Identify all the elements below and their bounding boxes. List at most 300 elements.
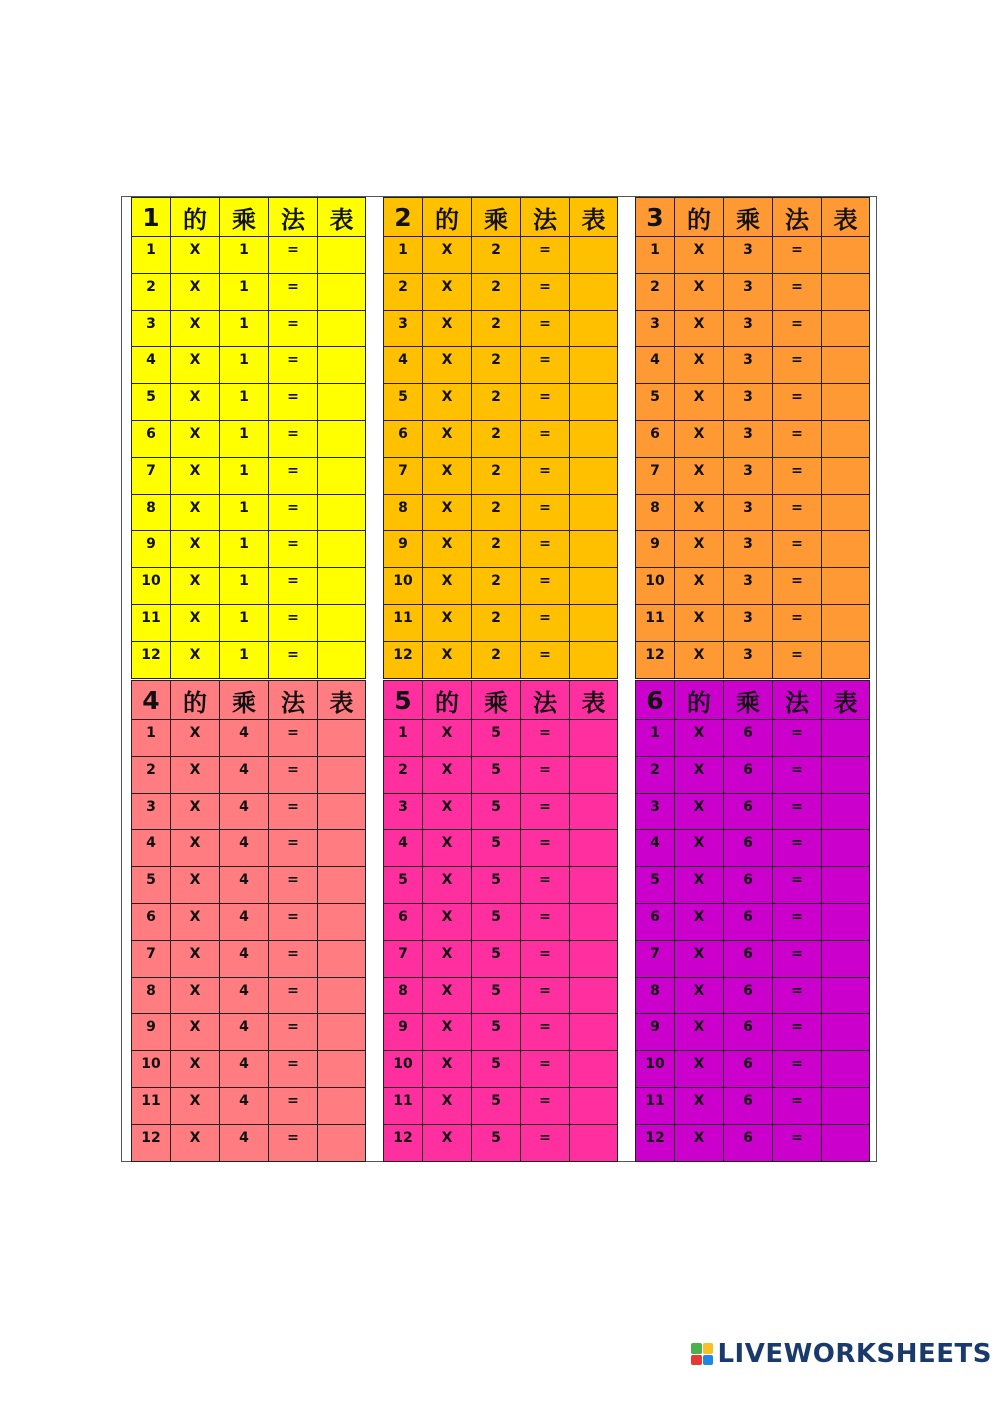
multiplier-cell: 6 — [723, 867, 772, 903]
operator-cell: X — [674, 311, 723, 347]
answer-field[interactable] — [317, 568, 366, 604]
multiplier-cell: 4 — [219, 1014, 268, 1050]
operator-cell: X — [422, 347, 471, 383]
answer-field[interactable] — [821, 830, 870, 866]
answer-field[interactable] — [821, 531, 870, 567]
multiplier-cell: 5 — [471, 794, 520, 830]
equals-cell: = — [520, 757, 569, 793]
multiplier-cell: 3 — [723, 605, 772, 641]
multiplier-cell: 2 — [471, 495, 520, 531]
table-title-char: 表 — [569, 681, 618, 719]
multiplier-cell: 3 — [723, 458, 772, 494]
table-title-char: 乘 — [723, 681, 772, 719]
multiplier-cell: 4 — [219, 867, 268, 903]
table-row — [635, 274, 870, 311]
operator-cell: X — [422, 867, 471, 903]
operator-cell: X — [422, 1125, 471, 1161]
table-title-char: 表 — [821, 198, 870, 236]
table-row — [383, 830, 618, 867]
table-row — [635, 642, 870, 679]
multiplier-cell: 5 — [471, 867, 520, 903]
multiplicand-cell: 4 — [131, 347, 170, 383]
answer-field[interactable] — [569, 941, 618, 977]
equals-cell: = — [268, 941, 317, 977]
answer-field[interactable] — [317, 830, 366, 866]
equals-cell: = — [520, 311, 569, 347]
answer-field[interactable] — [821, 904, 870, 940]
logo-text: LIVEWORKSHEETS — [717, 1339, 992, 1369]
table-row — [131, 720, 366, 757]
answer-field[interactable] — [569, 720, 618, 756]
multiplier-cell: 1 — [219, 421, 268, 457]
answer-field[interactable] — [317, 904, 366, 940]
answer-field[interactable] — [317, 720, 366, 756]
multiplicand-cell: 6 — [383, 421, 422, 457]
table-row — [383, 421, 618, 458]
multiplicand-cell: 11 — [131, 605, 170, 641]
answer-field[interactable] — [821, 642, 870, 678]
multiplier-cell: 6 — [723, 794, 772, 830]
operator-cell: X — [674, 421, 723, 457]
multiplicand-cell: 7 — [635, 941, 674, 977]
multiplicand-cell: 10 — [131, 1051, 170, 1087]
answer-field[interactable] — [821, 384, 870, 420]
operator-cell: X — [422, 568, 471, 604]
answer-field[interactable] — [569, 757, 618, 793]
answer-field[interactable] — [569, 605, 618, 641]
table-title-char: 乘 — [471, 681, 520, 719]
multiplier-cell: 2 — [471, 568, 520, 604]
multiplier-cell: 1 — [219, 384, 268, 420]
answer-field[interactable] — [821, 458, 870, 494]
multiplicand-cell: 1 — [383, 720, 422, 756]
table-row — [383, 568, 618, 605]
equals-cell: = — [772, 867, 821, 903]
operator-cell: X — [170, 1051, 219, 1087]
multiplier-cell: 6 — [723, 941, 772, 977]
table-title-char: 法 — [772, 198, 821, 236]
answer-field[interactable] — [317, 1125, 366, 1161]
multiplicand-cell: 10 — [383, 1051, 422, 1087]
answer-field[interactable] — [317, 531, 366, 567]
logo-mark-square — [691, 1343, 702, 1354]
table-title-char: 的 — [170, 198, 219, 236]
liveworksheets-logo — [691, 1339, 992, 1369]
table-row — [131, 458, 366, 495]
table-row — [635, 978, 870, 1015]
answer-field[interactable] — [317, 1051, 366, 1087]
answer-field[interactable] — [317, 274, 366, 310]
table-row — [635, 495, 870, 532]
multiplier-cell: 2 — [471, 421, 520, 457]
table-row — [383, 347, 618, 384]
table-row — [635, 830, 870, 867]
answer-field[interactable] — [317, 1088, 366, 1124]
equals-cell: = — [520, 794, 569, 830]
answer-field[interactable] — [569, 568, 618, 604]
table-row — [635, 720, 870, 757]
operator-cell: X — [422, 904, 471, 940]
table-row — [131, 347, 366, 384]
equals-cell: = — [772, 311, 821, 347]
answer-field[interactable] — [569, 384, 618, 420]
multiplier-cell: 3 — [723, 237, 772, 273]
table-title-row — [131, 197, 366, 237]
times-table-2 — [383, 197, 618, 679]
multiplicand-cell: 5 — [131, 384, 170, 420]
multiplicand-cell: 10 — [635, 1051, 674, 1087]
equals-cell: = — [268, 1125, 317, 1161]
times-table-6 — [635, 680, 870, 1162]
answer-field[interactable] — [821, 1051, 870, 1087]
answer-field[interactable] — [821, 978, 870, 1014]
multiplier-cell: 1 — [219, 347, 268, 383]
table-row — [131, 1014, 366, 1051]
equals-cell: = — [772, 458, 821, 494]
equals-cell: = — [520, 531, 569, 567]
multiplicand-cell: 7 — [383, 941, 422, 977]
table-row — [635, 1014, 870, 1051]
table-title-char: 表 — [317, 198, 366, 236]
multiplier-cell: 2 — [471, 237, 520, 273]
multiplier-cell: 4 — [219, 1125, 268, 1161]
multiplicand-cell: 5 — [131, 867, 170, 903]
operator-cell: X — [170, 941, 219, 977]
table-title-char: 表 — [569, 198, 618, 236]
multiplier-cell: 6 — [723, 1125, 772, 1161]
multiplicand-cell: 9 — [383, 1014, 422, 1050]
operator-cell: X — [170, 720, 219, 756]
operator-cell: X — [170, 1088, 219, 1124]
operator-cell: X — [170, 605, 219, 641]
table-row — [635, 237, 870, 274]
multiplier-cell: 3 — [723, 495, 772, 531]
equals-cell: = — [268, 720, 317, 756]
multiplicand-cell: 5 — [383, 867, 422, 903]
multiplicand-cell: 2 — [131, 274, 170, 310]
answer-field[interactable] — [569, 421, 618, 457]
multiplicand-cell: 6 — [635, 421, 674, 457]
multiplicand-cell: 1 — [131, 237, 170, 273]
operator-cell: X — [422, 605, 471, 641]
multiplicand-cell: 1 — [383, 237, 422, 273]
multiplicand-cell: 11 — [635, 605, 674, 641]
multiplier-cell: 6 — [723, 1088, 772, 1124]
operator-cell: X — [674, 1125, 723, 1161]
times-table-5 — [383, 680, 618, 1162]
table-row — [131, 978, 366, 1015]
table-row — [131, 642, 366, 679]
answer-field[interactable] — [821, 311, 870, 347]
equals-cell: = — [772, 237, 821, 273]
multiplier-cell: 6 — [723, 904, 772, 940]
operator-cell: X — [422, 978, 471, 1014]
operator-cell: X — [422, 1014, 471, 1050]
multiplicand-cell: 10 — [131, 568, 170, 604]
multiplier-cell: 1 — [219, 237, 268, 273]
operator-cell: X — [422, 642, 471, 678]
operator-cell: X — [170, 495, 219, 531]
equals-cell: = — [520, 384, 569, 420]
answer-field[interactable] — [569, 495, 618, 531]
equals-cell: = — [268, 605, 317, 641]
equals-cell: = — [772, 384, 821, 420]
operator-cell: X — [422, 757, 471, 793]
multiplicand-cell: 6 — [131, 421, 170, 457]
answer-field[interactable] — [821, 347, 870, 383]
equals-cell: = — [772, 274, 821, 310]
answer-field[interactable] — [569, 867, 618, 903]
answer-field[interactable] — [821, 237, 870, 273]
table-row — [131, 384, 366, 421]
operator-cell: X — [170, 1014, 219, 1050]
answer-field[interactable] — [821, 1088, 870, 1124]
answer-field[interactable] — [569, 642, 618, 678]
multiplicand-cell: 3 — [635, 794, 674, 830]
table-row — [635, 311, 870, 348]
multiplicand-cell: 9 — [131, 531, 170, 567]
multiplicand-cell: 3 — [635, 311, 674, 347]
answer-field[interactable] — [569, 531, 618, 567]
table-title-row — [383, 680, 618, 720]
multiplicand-cell: 12 — [131, 642, 170, 678]
multiplier-cell: 5 — [471, 757, 520, 793]
multiplier-cell: 3 — [723, 384, 772, 420]
operator-cell: X — [674, 458, 723, 494]
equals-cell: = — [520, 495, 569, 531]
operator-cell: X — [422, 311, 471, 347]
multiplier-cell: 1 — [219, 605, 268, 641]
multiplier-cell: 5 — [471, 941, 520, 977]
multiplier-cell: 6 — [723, 720, 772, 756]
answer-field[interactable] — [821, 421, 870, 457]
answer-field[interactable] — [821, 720, 870, 756]
table-title-number: 4 — [131, 681, 170, 719]
answer-field[interactable] — [821, 568, 870, 604]
multiplicand-cell: 10 — [383, 568, 422, 604]
multiplicand-cell: 12 — [383, 642, 422, 678]
multiplier-cell: 2 — [471, 311, 520, 347]
multiplier-cell: 5 — [471, 1088, 520, 1124]
table-row — [131, 311, 366, 348]
operator-cell: X — [422, 1088, 471, 1124]
answer-field[interactable] — [569, 347, 618, 383]
multiplicand-cell: 4 — [635, 830, 674, 866]
operator-cell: X — [170, 794, 219, 830]
answer-field[interactable] — [569, 274, 618, 310]
answer-field[interactable] — [821, 757, 870, 793]
equals-cell: = — [772, 941, 821, 977]
operator-cell: X — [422, 384, 471, 420]
multiplicand-cell: 12 — [383, 1125, 422, 1161]
multiplicand-cell: 6 — [635, 904, 674, 940]
multiplicand-cell: 1 — [635, 237, 674, 273]
times-table-1 — [131, 197, 366, 679]
logo-mark-square — [703, 1355, 714, 1366]
operator-cell: X — [674, 531, 723, 567]
table-row — [635, 384, 870, 421]
multiplier-cell: 1 — [219, 458, 268, 494]
multiplier-cell: 5 — [471, 978, 520, 1014]
multiplicand-cell: 9 — [131, 1014, 170, 1050]
answer-field[interactable] — [821, 867, 870, 903]
multiplier-cell: 6 — [723, 978, 772, 1014]
answer-field[interactable] — [569, 1088, 618, 1124]
answer-field[interactable] — [317, 347, 366, 383]
equals-cell: = — [520, 642, 569, 678]
table-row — [131, 421, 366, 458]
answer-field[interactable] — [569, 1125, 618, 1161]
answer-field[interactable] — [317, 978, 366, 1014]
answer-field[interactable] — [569, 1014, 618, 1050]
answer-field[interactable] — [317, 1014, 366, 1050]
equals-cell: = — [268, 274, 317, 310]
table-row — [131, 867, 366, 904]
answer-field[interactable] — [569, 458, 618, 494]
operator-cell: X — [170, 1125, 219, 1161]
table-row — [131, 830, 366, 867]
answer-field[interactable] — [317, 495, 366, 531]
answer-field[interactable] — [821, 941, 870, 977]
table-row — [131, 794, 366, 831]
equals-cell: = — [520, 1125, 569, 1161]
equals-cell: = — [268, 237, 317, 273]
answer-field[interactable] — [569, 794, 618, 830]
equals-cell: = — [520, 274, 569, 310]
table-row — [131, 605, 366, 642]
answer-field[interactable] — [317, 311, 366, 347]
multiplicand-cell: 1 — [131, 720, 170, 756]
answer-field[interactable] — [317, 421, 366, 457]
multiplicand-cell: 4 — [635, 347, 674, 383]
table-row — [383, 904, 618, 941]
multiplier-cell: 1 — [219, 568, 268, 604]
multiplicand-cell: 9 — [383, 531, 422, 567]
answer-field[interactable] — [317, 757, 366, 793]
table-row — [635, 941, 870, 978]
operator-cell: X — [422, 941, 471, 977]
multiplier-cell: 2 — [471, 642, 520, 678]
table-title-char: 的 — [422, 198, 471, 236]
answer-field[interactable] — [569, 904, 618, 940]
multiplier-cell: 5 — [471, 1014, 520, 1050]
equals-cell: = — [772, 531, 821, 567]
answer-field[interactable] — [317, 642, 366, 678]
equals-cell: = — [772, 830, 821, 866]
table-title-char: 的 — [170, 681, 219, 719]
answer-field[interactable] — [317, 384, 366, 420]
answer-field[interactable] — [569, 1051, 618, 1087]
operator-cell: X — [170, 311, 219, 347]
table-title-char: 乘 — [219, 198, 268, 236]
multiplier-cell: 4 — [219, 720, 268, 756]
answer-field[interactable] — [821, 1125, 870, 1161]
table-row — [383, 531, 618, 568]
multiplicand-cell: 8 — [635, 495, 674, 531]
equals-cell: = — [772, 347, 821, 383]
equals-cell: = — [772, 495, 821, 531]
equals-cell: = — [268, 531, 317, 567]
multiplicand-cell: 11 — [131, 1088, 170, 1124]
operator-cell: X — [674, 384, 723, 420]
multiplier-cell: 2 — [471, 274, 520, 310]
answer-field[interactable] — [317, 794, 366, 830]
multiplier-cell: 3 — [723, 421, 772, 457]
multiplicand-cell: 7 — [383, 458, 422, 494]
multiplicand-cell: 2 — [635, 757, 674, 793]
operator-cell: X — [674, 904, 723, 940]
operator-cell: X — [422, 531, 471, 567]
equals-cell: = — [772, 757, 821, 793]
table-row — [635, 421, 870, 458]
answer-field[interactable] — [569, 978, 618, 1014]
answer-field[interactable] — [821, 1014, 870, 1050]
equals-cell: = — [268, 1014, 317, 1050]
operator-cell: X — [422, 458, 471, 494]
answer-field[interactable] — [821, 794, 870, 830]
operator-cell: X — [170, 642, 219, 678]
answer-field[interactable] — [569, 830, 618, 866]
equals-cell: = — [520, 605, 569, 641]
times-table-3 — [635, 197, 870, 679]
table-title-char: 的 — [674, 681, 723, 719]
table-row — [383, 311, 618, 348]
multiplier-cell: 2 — [471, 605, 520, 641]
equals-cell: = — [268, 458, 317, 494]
equals-cell: = — [268, 830, 317, 866]
equals-cell: = — [268, 642, 317, 678]
operator-cell: X — [422, 830, 471, 866]
multiplicand-cell: 3 — [131, 311, 170, 347]
table-title-row — [635, 680, 870, 720]
multiplier-cell: 6 — [723, 1014, 772, 1050]
table-row — [383, 794, 618, 831]
table-row — [635, 531, 870, 568]
operator-cell: X — [422, 421, 471, 457]
equals-cell: = — [772, 1088, 821, 1124]
answer-field[interactable] — [317, 237, 366, 273]
table-row — [131, 274, 366, 311]
equals-cell: = — [772, 1051, 821, 1087]
answer-field[interactable] — [821, 274, 870, 310]
operator-cell: X — [170, 421, 219, 457]
answer-field[interactable] — [317, 867, 366, 903]
equals-cell: = — [268, 311, 317, 347]
operator-cell: X — [170, 347, 219, 383]
multiplier-cell: 1 — [219, 531, 268, 567]
table-title-number: 1 — [131, 198, 170, 236]
answer-field[interactable] — [821, 495, 870, 531]
logo-mark-square — [691, 1355, 702, 1366]
operator-cell: X — [170, 568, 219, 604]
table-title-number: 5 — [383, 681, 422, 719]
operator-cell: X — [422, 495, 471, 531]
answer-field[interactable] — [821, 605, 870, 641]
answer-field[interactable] — [569, 311, 618, 347]
answer-field[interactable] — [317, 458, 366, 494]
answer-field[interactable] — [569, 237, 618, 273]
multiplicand-cell: 11 — [635, 1088, 674, 1124]
answer-field[interactable] — [317, 941, 366, 977]
multiplier-cell: 4 — [219, 830, 268, 866]
multiplicand-cell: 8 — [383, 978, 422, 1014]
operator-cell: X — [674, 347, 723, 383]
equals-cell: = — [520, 830, 569, 866]
multiplicand-cell: 7 — [131, 941, 170, 977]
equals-cell: = — [772, 568, 821, 604]
table-row — [131, 237, 366, 274]
answer-field[interactable] — [317, 605, 366, 641]
